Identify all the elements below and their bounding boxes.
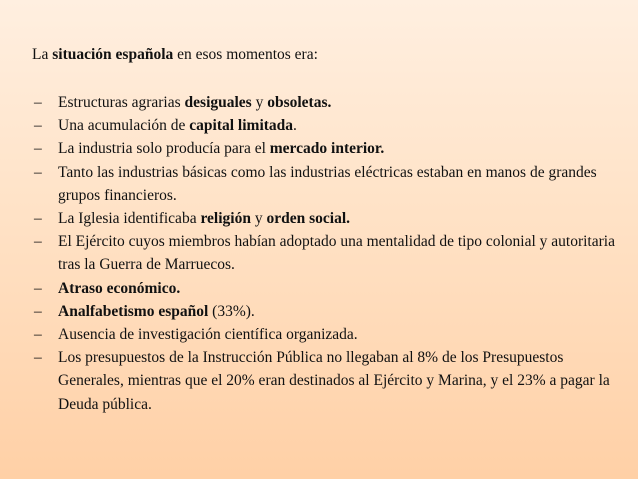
- list-item-text: El Ejército cuyos miembros habían adoptado una mentalidad de tipo colonial y autoritaria tras la Guerra de Marruecos.: [58, 233, 615, 274]
- bullet-dash-icon: –: [34, 349, 42, 367]
- list-item-text: La Iglesia identificaba: [58, 210, 201, 228]
- bullet-list: [34, 91, 619, 416]
- list-item: [34, 207, 619, 230]
- list-item: [34, 91, 619, 114]
- list-item: [34, 137, 619, 160]
- intro-bold: situación española: [52, 46, 174, 63]
- bullet-dash-icon: –: [34, 302, 42, 320]
- list-item: [34, 230, 619, 276]
- list-item-bold-text: Atraso económico.: [58, 279, 181, 297]
- bullet-dash-icon: –: [34, 233, 42, 251]
- list-item-text: Ausencia de investigación científica organizada.: [58, 326, 358, 344]
- list-item-text: y: [250, 210, 267, 228]
- list-item-text: Los presupuestos de la Instrucción Pública no llegaban al 8% de los Presupuestos Generales, mientras que el 20% eran destinados al Ejército y Marina, y el 23% a pagar la Deuda pública.: [58, 349, 610, 413]
- list-item-text: Estructuras agrarias: [58, 94, 185, 111]
- list-item: [34, 323, 619, 346]
- bullet-dash-icon: –: [34, 140, 42, 158]
- list-item-bold-text: orden social.: [266, 210, 351, 228]
- intro-line: [32, 45, 318, 65]
- intro-pre: La: [32, 46, 53, 63]
- list-item-bold-text: religión: [200, 210, 251, 228]
- list-item-bold-text: obsoletas.: [267, 94, 332, 111]
- list-item-bold-text: capital limitada: [189, 117, 294, 135]
- list-item-bold-text: desiguales: [184, 94, 252, 111]
- list-item-text: La industria solo producía para el: [58, 140, 270, 158]
- bullet-dash-icon: –: [34, 163, 42, 181]
- list-item-text: .: [293, 117, 297, 135]
- list-item-bold-text: mercado interior.: [269, 140, 385, 158]
- list-item: [34, 277, 619, 300]
- list-item: [34, 161, 619, 207]
- list-item-text: Una acumulación de: [58, 117, 190, 135]
- list-item: [34, 114, 619, 137]
- list-item-bold-text: Analfabetismo español: [58, 302, 209, 320]
- bullet-dash-icon: –: [34, 279, 42, 297]
- bullet-dash-icon: –: [34, 326, 42, 344]
- intro-post: en esos momentos era:: [173, 46, 318, 63]
- list-item: [34, 346, 619, 416]
- bullet-dash-icon: –: [34, 210, 42, 228]
- list-item: [34, 300, 619, 323]
- list-item-text: y: [251, 94, 268, 111]
- list-item-text: (33%).: [208, 302, 255, 320]
- list-item-text: Tanto las industrias básicas como las industrias eléctricas estaban en manos de grandes grupos financieros.: [58, 163, 597, 204]
- bullet-dash-icon: –: [34, 117, 42, 135]
- bullet-dash-icon: –: [34, 94, 42, 111]
